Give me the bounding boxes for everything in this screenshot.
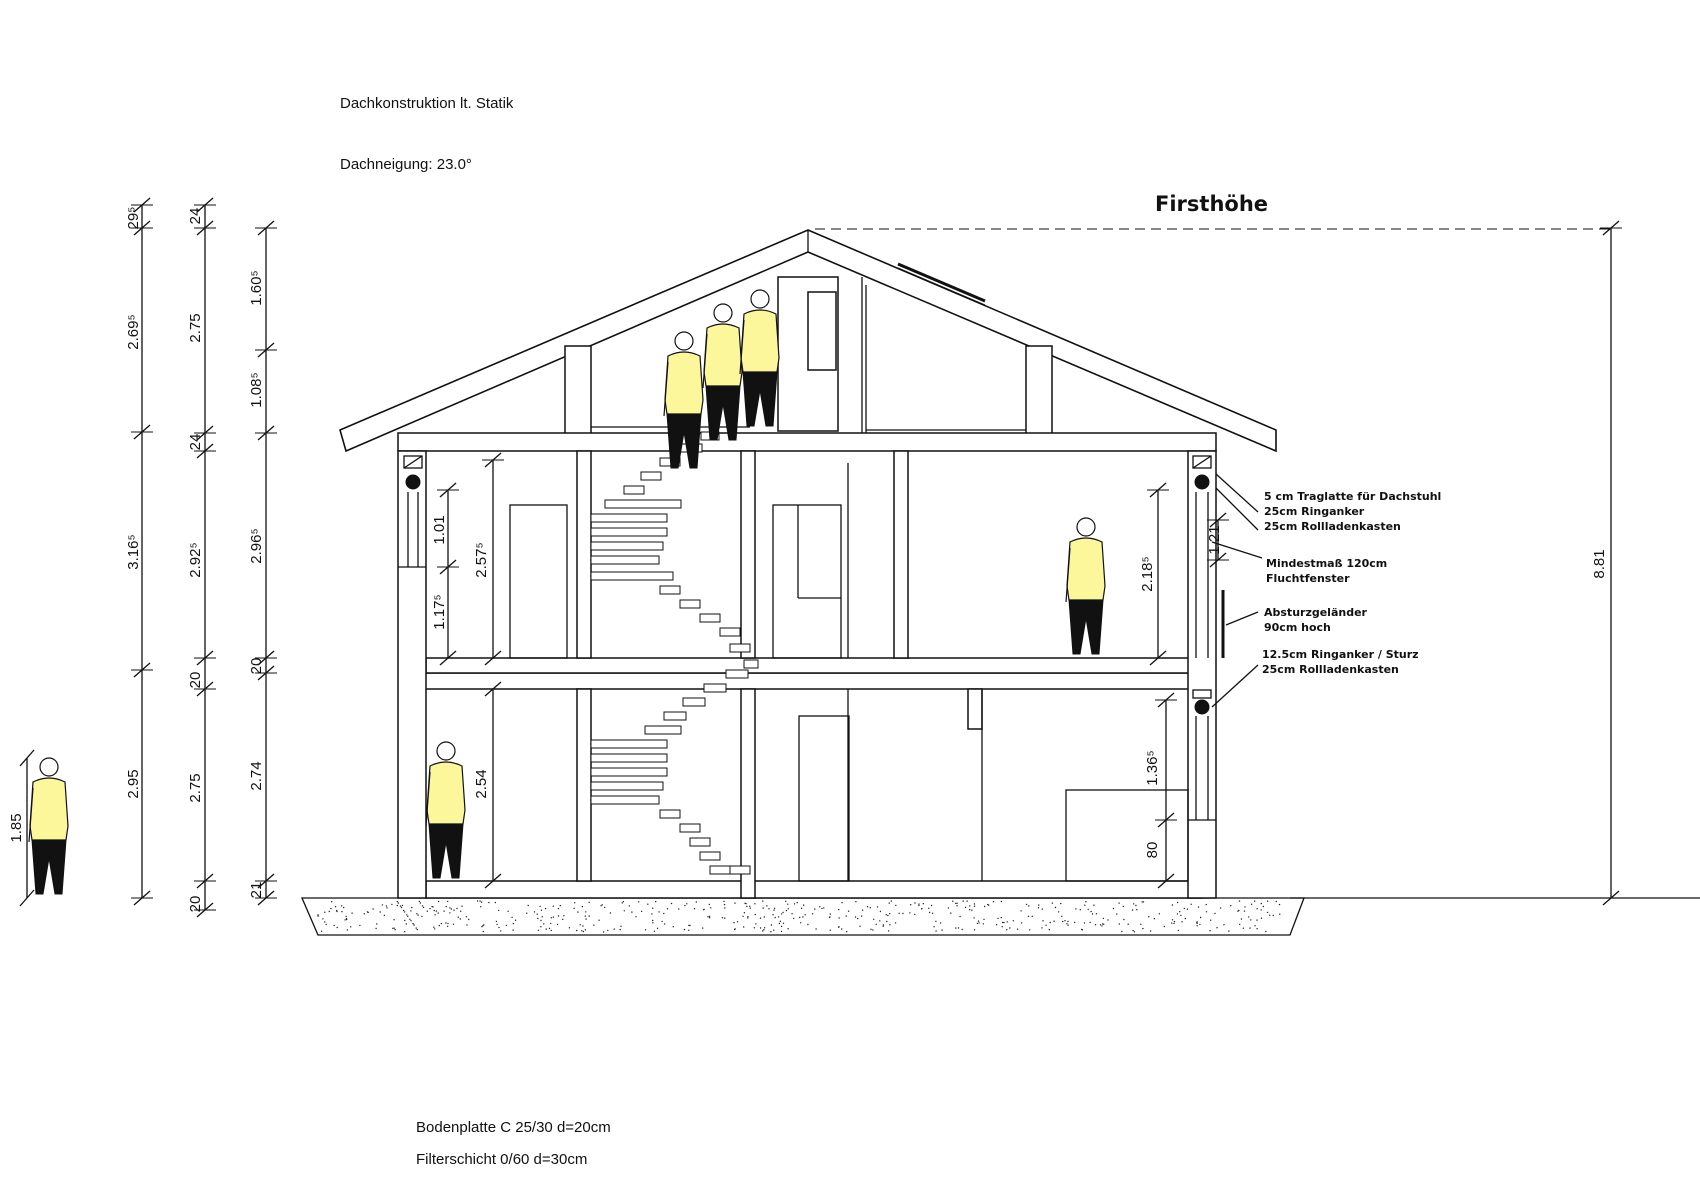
attic-structure <box>565 277 1052 435</box>
ridge-height-title: Firsthöhe <box>1155 192 1269 216</box>
stair-tread <box>660 810 680 818</box>
stair-tread <box>591 542 663 550</box>
dim-inner-upper-1: 1.17⁵ <box>431 594 448 630</box>
dim-col2-3: 2.92⁵ <box>187 542 204 578</box>
annotation-railing-0: Absturzgeländer <box>1264 606 1367 619</box>
dim-col3-2: 2.96⁵ <box>248 528 265 564</box>
dim-col1-0: 29⁵ <box>125 206 142 230</box>
annotation-ring-anchor-mid-0: 12.5cm Ringanker / Sturz <box>1262 648 1419 661</box>
filter-layer-note: Filterschicht 0/60 d=30cm <box>416 1151 588 1168</box>
annotation-ring-anchor-top-0: 5 cm Traglatte für Dachstuhl <box>1264 490 1442 503</box>
stair-tread <box>690 838 710 846</box>
stair-tread <box>591 556 659 564</box>
dim-inner-upper-2: 2.57⁵ <box>473 542 490 578</box>
dim-col1-3: 2.95 <box>125 769 142 799</box>
dim-col2-0: 24 <box>187 207 204 225</box>
dim-col3-0: 1.60⁵ <box>248 270 265 306</box>
dim-col2-5: 2.75 <box>187 773 204 803</box>
stair-tread <box>605 500 681 508</box>
stair-tread <box>645 726 681 734</box>
dim-col3-5: 21 <box>248 881 265 899</box>
scale-figure <box>29 758 68 894</box>
dim-ridge-total: 8.81 <box>1591 549 1608 579</box>
stair-tread <box>704 684 726 692</box>
stair-tread <box>680 600 700 608</box>
base-plate-note: Bodenplatte C 25/30 d=20cm <box>416 1119 611 1136</box>
dim-window-lower-0: 1.36⁵ <box>1144 750 1161 786</box>
stair-tread <box>591 528 667 536</box>
stair-tread <box>591 754 667 762</box>
dim-col1-2: 3.16⁵ <box>125 534 142 570</box>
stair-tread <box>591 768 667 776</box>
stair-tread <box>730 644 750 652</box>
dimension-ticks <box>131 198 1622 917</box>
dim-person-scale: 1.85 <box>8 813 25 843</box>
foundation <box>302 898 1700 935</box>
stair-tread <box>624 486 644 494</box>
stair-tread <box>680 824 700 832</box>
scale-figure <box>703 304 742 440</box>
stair-tread <box>720 628 740 636</box>
stair-tread <box>591 572 673 580</box>
annotation-escape-window-0: Mindestmaß 120cm <box>1266 557 1388 570</box>
stair-tread <box>591 740 667 748</box>
stair-tread <box>660 586 680 594</box>
annotation-ring-anchor-top-1: 25cm Ringanker <box>1264 505 1365 518</box>
stair-tread <box>591 796 659 804</box>
scale-figure <box>426 742 465 878</box>
roof-pitch-note: Dachneigung: 23.0° <box>340 156 472 173</box>
dim-col3-4: 2.74 <box>248 761 265 791</box>
dim-window-upper: 1.21 <box>1206 525 1223 555</box>
scale-figure <box>1066 518 1105 654</box>
stair-tread <box>641 472 661 480</box>
stair-tread <box>726 670 748 678</box>
stair-tread <box>744 660 758 668</box>
stair-tread <box>700 852 720 860</box>
dim-col2-6: 20 <box>187 895 204 913</box>
dim-window-lower-1: 80 <box>1144 841 1161 859</box>
annotations <box>1212 474 1441 707</box>
stair-tread <box>591 782 663 790</box>
stairs <box>591 432 758 874</box>
dim-inner-lower: 2.54 <box>473 769 490 799</box>
dim-col3-1: 1.08⁵ <box>248 372 265 408</box>
dim-col2-2: 24 <box>187 433 204 451</box>
stair-tread <box>700 614 720 622</box>
dim-col2-4: 20 <box>187 671 204 689</box>
annotation-ring-anchor-top-2: 25cm Rollladenkasten <box>1264 520 1401 533</box>
stair-tread <box>683 698 705 706</box>
stair-tread <box>710 866 730 874</box>
stair-tread <box>730 866 750 874</box>
stair-tread <box>664 712 686 720</box>
scale-figure <box>740 290 779 426</box>
annotation-railing-1: 90cm hoch <box>1264 621 1331 634</box>
dim-room-upper-right: 2.18⁵ <box>1139 556 1156 592</box>
slabs <box>398 427 1216 898</box>
annotation-escape-window-1: Fluchtfenster <box>1266 572 1350 585</box>
dim-col2-1: 2.75 <box>187 313 204 343</box>
roof-construction-note: Dachkonstruktion lt. Statik <box>340 95 514 112</box>
annotation-ring-anchor-mid-1: 25cm Rollladenkasten <box>1262 663 1399 676</box>
dim-col3-3: 20 <box>248 657 265 675</box>
stair-tread <box>591 514 667 522</box>
dim-col1-1: 2.69⁵ <box>125 314 142 350</box>
dim-inner-upper-0: 1.01 <box>431 515 448 545</box>
